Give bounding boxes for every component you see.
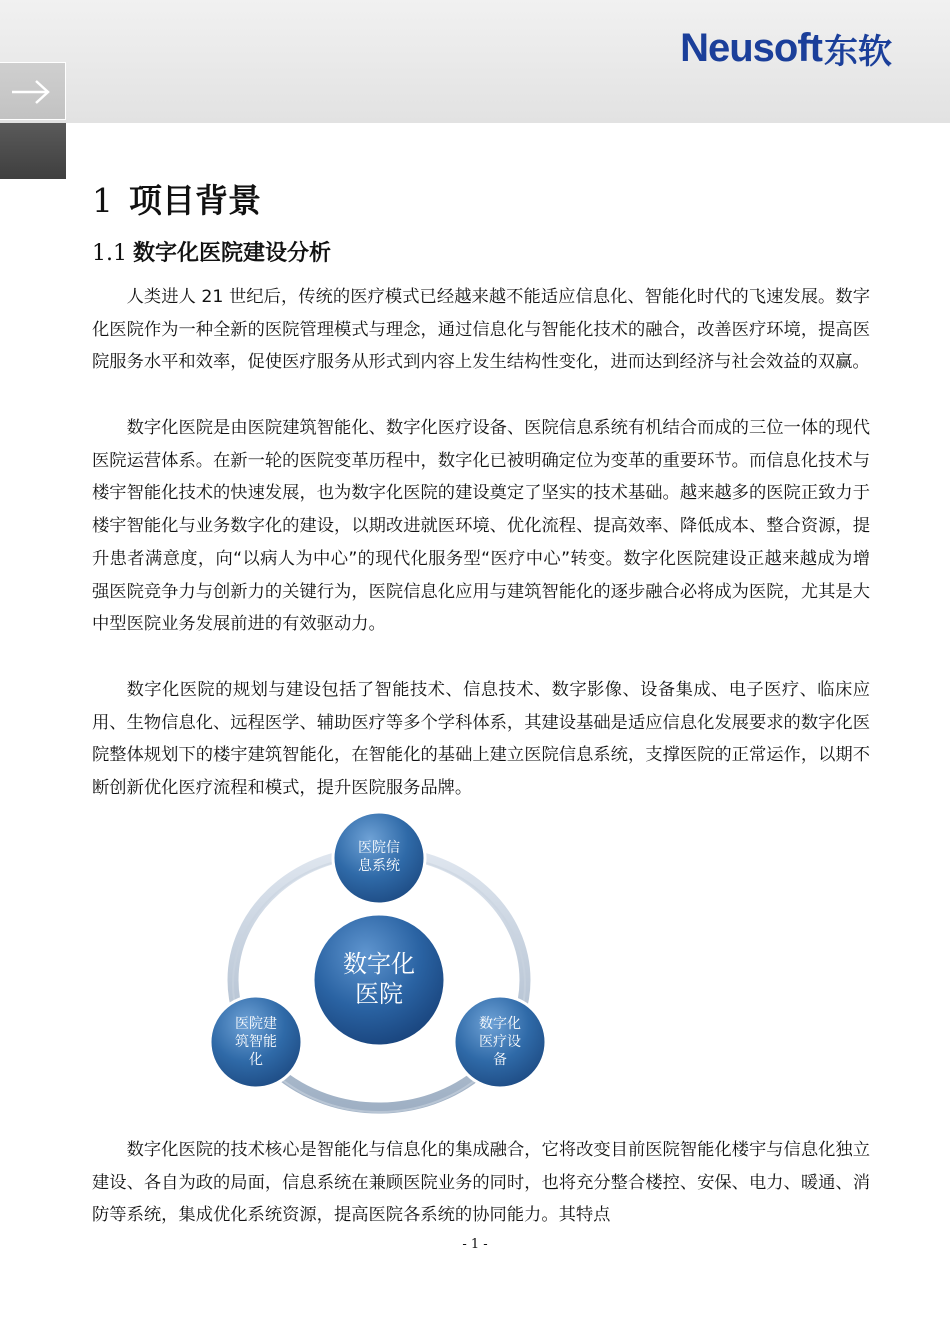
paragraph: 数字化医院是由医院建筑智能化、数字化医疗设备、医院信息系统有机结合而成的三位一体的现代医院运营体系。在新一轮的医院变革历程中，数字化已被明确定位为变革的重要环节。而信息化技术与楼宇智能化技术的快速发展，也为数字化医院的建设奠定了坚实的技术基础。越来越多的医院正致力于楼宇智能化与业务数字化的建设，以期改进就医环境、优化流程、提高效率、降低成本、整合资源，提升患者满意度，向“以病人为中心”的现代化服务型“医疗中心”转变。数字化医院建设正越来越成为增强医院竞争力与创新力的关键行为，医院信息化应用与建筑智能化的逐步融合必将成为医院，尤其是大中型医院业务发展前进的有效驱动力。 [92, 418, 870, 635]
center-label-line2: 医院 [355, 980, 403, 1008]
arrow-right-icon [11, 79, 51, 105]
section-heading [92, 175, 261, 222]
logo-text-cn: 东软 [824, 32, 892, 72]
logo-text-en: Neusoft [680, 26, 822, 70]
nav-tab [0, 62, 66, 120]
digital-hospital-diagram [130, 808, 628, 1120]
right-label-line3: 备 [493, 1052, 507, 1068]
right-label-line1: 数字化 [479, 1016, 521, 1032]
subsection-number: 1.1 [92, 241, 127, 266]
top-label-line1: 医院信 [358, 840, 400, 856]
paragraph: 数字化医院的规划与建设包括了智能技术、信息技术、数字影像、设备集成、电子医疗、临床应用、生物信息化、远程医学、辅助医疗等多个学科体系，其建设基础是适应信息化发展要求的数字化医院整体规划下的楼宇建筑智能化，在智能化的基础上建立医院信息系统，支撑医院的正常运作，以期不断创新优化医疗流程和模式，提升医院服务品牌。 [92, 680, 870, 799]
center-label-line1: 数字化 [343, 950, 415, 978]
page-number: - 1 - [462, 1237, 488, 1252]
subsection-title: 数字化医院建设分析 [133, 241, 332, 266]
header-accent-block [0, 123, 66, 179]
paragraph: 数字化医院的技术核心是智能化与信息化的集成融合，它将改变目前医院智能化楼宇与信息化独立建设、各自为政的局面，信息系统在兼顾医院业务的同时，也将充分整合楼控、安保、电力、暖通、消防等系统，集成优化系统资源，提高医院各系统的协同能力。其特点 [92, 1140, 870, 1226]
left-label-line1: 医院建 [235, 1016, 277, 1032]
left-label-line3: 化 [249, 1052, 263, 1068]
top-label-line2: 息系统 [358, 858, 400, 874]
left-label-line2: 筑智能 [235, 1034, 277, 1050]
neusoft-logo [680, 24, 892, 73]
section-title: 项目背景 [129, 181, 261, 220]
section-number: 1 [92, 181, 113, 220]
subsection-heading [92, 236, 331, 267]
right-label-line2: 医疗设 [479, 1034, 521, 1050]
paragraph: 人类进人 21 世纪后，传统的医疗模式已经越来越不能适应信息化、智能化时代的飞速发展。数字化医院作为一种全新的医院管理模式与理念，通过信息化与智能化技术的融合，改善医疗环境，提高医院服务水平和效率，促使医疗服务从形式到内容上发生结构性变化，进而达到经济与社会效益的双赢。 [92, 287, 870, 373]
